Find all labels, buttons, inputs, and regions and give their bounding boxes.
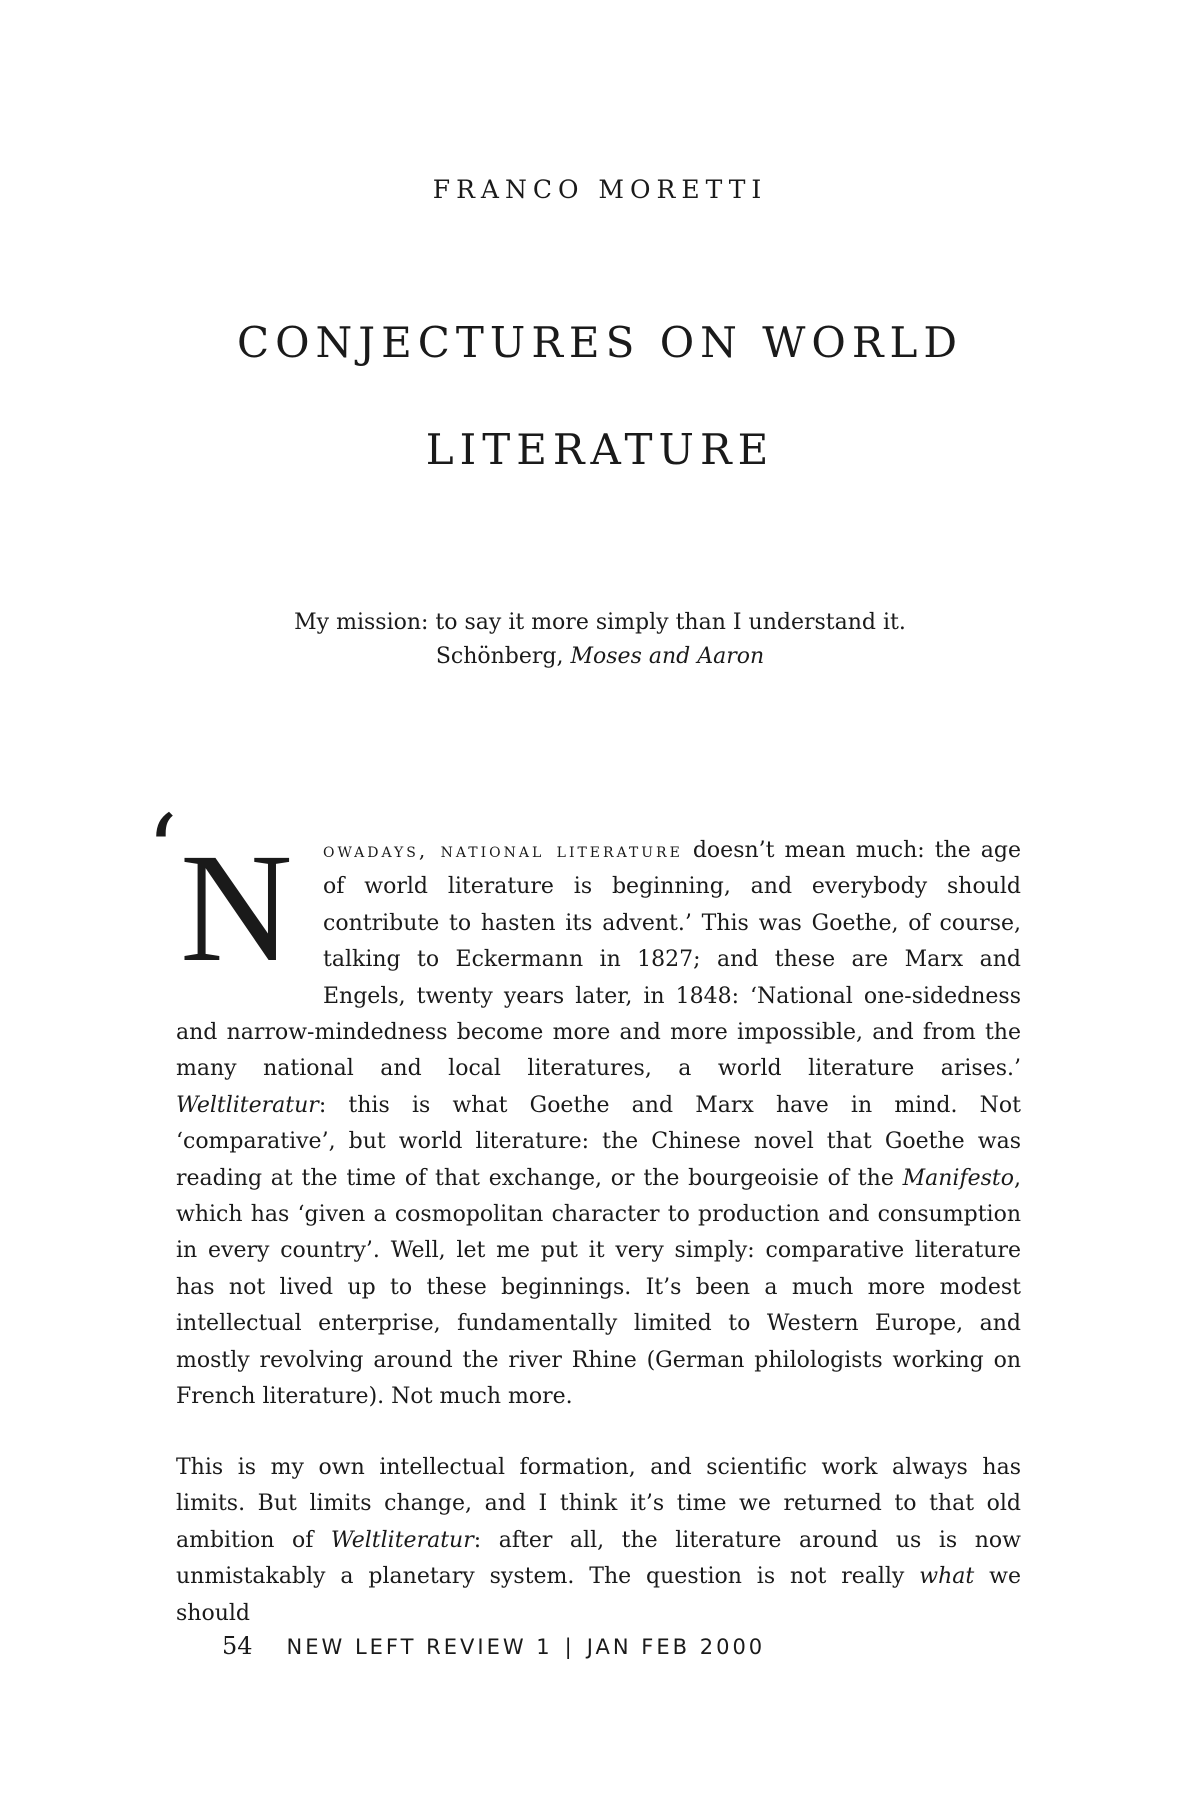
- article-title-line-1: CONJECTURES ON WORLD: [236, 318, 964, 367]
- paragraph-text: doesn’t mean much: the age of world literature is beginning, and everybody should contribute to hasten its advent.’ This was Goethe, of course, talking to Eckermann in 1827; and these are Marx and Engels, twenty years later, in 1848: ‘National one-sidedness and narrow-mindedness become more and more impossible, and from the many national and local literatures, a world literature arises.’: [176, 838, 1021, 1082]
- journal-name: NEW LEFT REVIEW 1: [286, 1635, 553, 1659]
- italic-term: Weltliteratur: [176, 1092, 319, 1118]
- epigraph-author: Schönberg,: [435, 644, 571, 669]
- italic-term: what: [919, 1564, 975, 1590]
- epigraph-attribution: [0, 640, 1200, 674]
- article-title-line-2: LITERATURE: [425, 425, 775, 474]
- epigraph-work-title: Moses and Aaron: [570, 644, 765, 669]
- epigraph-quote: My mission: to say it more simply than I understand it.: [294, 610, 906, 635]
- italic-term: Manifesto: [902, 1165, 1014, 1191]
- page-number: 54: [222, 1632, 253, 1660]
- drop-cap-open-quote: ‘: [146, 793, 178, 910]
- footer-separator: |: [564, 1635, 575, 1659]
- italic-term: Weltliteratur: [330, 1527, 474, 1553]
- paragraph-text: : after all, the literature around us is now unmistakably a planetary system. The question is not really: [176, 1527, 1021, 1590]
- paragraph-text: we should: [176, 1564, 1022, 1626]
- paragraph-text: , which has ‘given a cosmopolitan character to production and consumption in every country’. Well, let me put it very simply: comparative literature has not lived up to these beginnings. It’s been a much more modest intellectual enterprise, fundamentally limited to Western Europe, and mostly revolving around the river Rhine (German philologists working on French literature). Not much more.: [176, 1165, 1021, 1410]
- body-paragraph-2: [176, 1450, 1021, 1632]
- paragraph-text: This is my own intellectual formation, and scientific work always has limits. But limits change, and I think it’s time we returned to that old ambition of: [176, 1455, 1021, 1553]
- body-paragraph-1: [146, 793, 1021, 1416]
- issue-date: JAN FEB 2000: [586, 1635, 766, 1659]
- page-footer: [222, 1632, 765, 1660]
- opening-smallcaps: owadays, national literature: [323, 838, 683, 862]
- drop-cap-letter: N: [180, 821, 293, 994]
- paragraph-text: : this is what Goethe and Marx have in mind. Not ‘comparative’, but world literature: the Chinese novel that Goethe was reading at the time of that exchange, or the bourgeoisie of the: [176, 1092, 1021, 1191]
- epigraph: [0, 606, 1200, 674]
- author-name: FRANCO MORETTI: [432, 175, 768, 204]
- drop-cap-block: [146, 793, 323, 994]
